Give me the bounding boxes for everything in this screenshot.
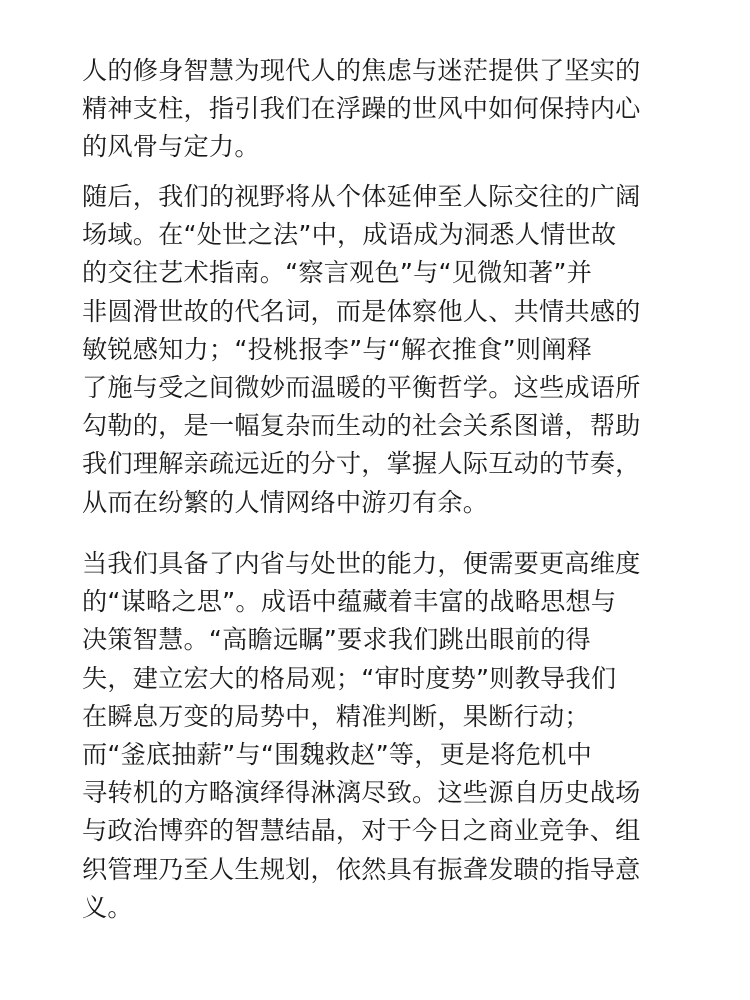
text-line: 而“釜底抽薪”与“围魏救赵”等，更是将危机中: [82, 739, 592, 769]
text-line: 随后，我们的视野将从个体延伸至人际交往的广阔: [82, 182, 641, 211]
text-line: 的“谋略之思”。成语中蕴藏着丰富的战略思想与: [82, 587, 617, 617]
text-line: 从而在纷繁的人情网络中游刃有余。: [82, 487, 489, 517]
text-line: 失，建立宏大的格局观；“审时度势”则教导我们: [82, 663, 617, 693]
text-line: 的风骨与定力。: [82, 132, 260, 162]
text-line: 的交往艺术指南。“察言观色”与“见微知著”并: [82, 258, 592, 288]
text-line: 场域。在“处世之法”中，成语成为洞悉人情世故: [82, 220, 617, 250]
paragraph-2: [82, 178, 641, 522]
text-line: 人的修身智慧为现代人的焦虑与迷茫提供了坚实的: [82, 56, 641, 85]
text-line: 我们理解亲疏远近的分寸，掌握人际互动的节奏，: [82, 449, 641, 479]
text-line: 与政治博弈的智慧结晶，对于今日之商业竞争、组: [82, 816, 641, 846]
paragraph-1: [82, 52, 641, 167]
text-line: 敏锐感知力；“投桃报李”与“解衣推食”则阐释: [82, 334, 592, 364]
text-line: 寻转机的方略演绎得淋漓尽致。这些源自历史战场: [82, 778, 641, 808]
text-line: 义。: [82, 892, 133, 922]
text-line: 在瞬息万变的局势中，精准判断，果断行动；: [82, 701, 590, 731]
text-line: 了施与受之间微妙而温暖的平衡哲学。这些成语所: [82, 372, 641, 402]
text-line: 精神支柱，指引我们在浮躁的世风中如何保持内心: [82, 94, 641, 124]
paragraph-3: [82, 545, 641, 927]
text-line: 勾勒的，是一幅复杂而生动的社会关系图谱，帮助: [82, 411, 641, 441]
text-line: 决策智慧。“高瞻远瞩”要求我们跳出眼前的得: [82, 625, 591, 655]
text-line: 非圆滑世故的代名词，而是体察他人、共情共感的: [82, 296, 641, 326]
text-line: 当我们具备了内省与处世的能力，便需要更高维度: [82, 549, 641, 578]
text-line: 织管理乃至人生规划，依然具有振聋发聩的指导意: [82, 854, 641, 884]
